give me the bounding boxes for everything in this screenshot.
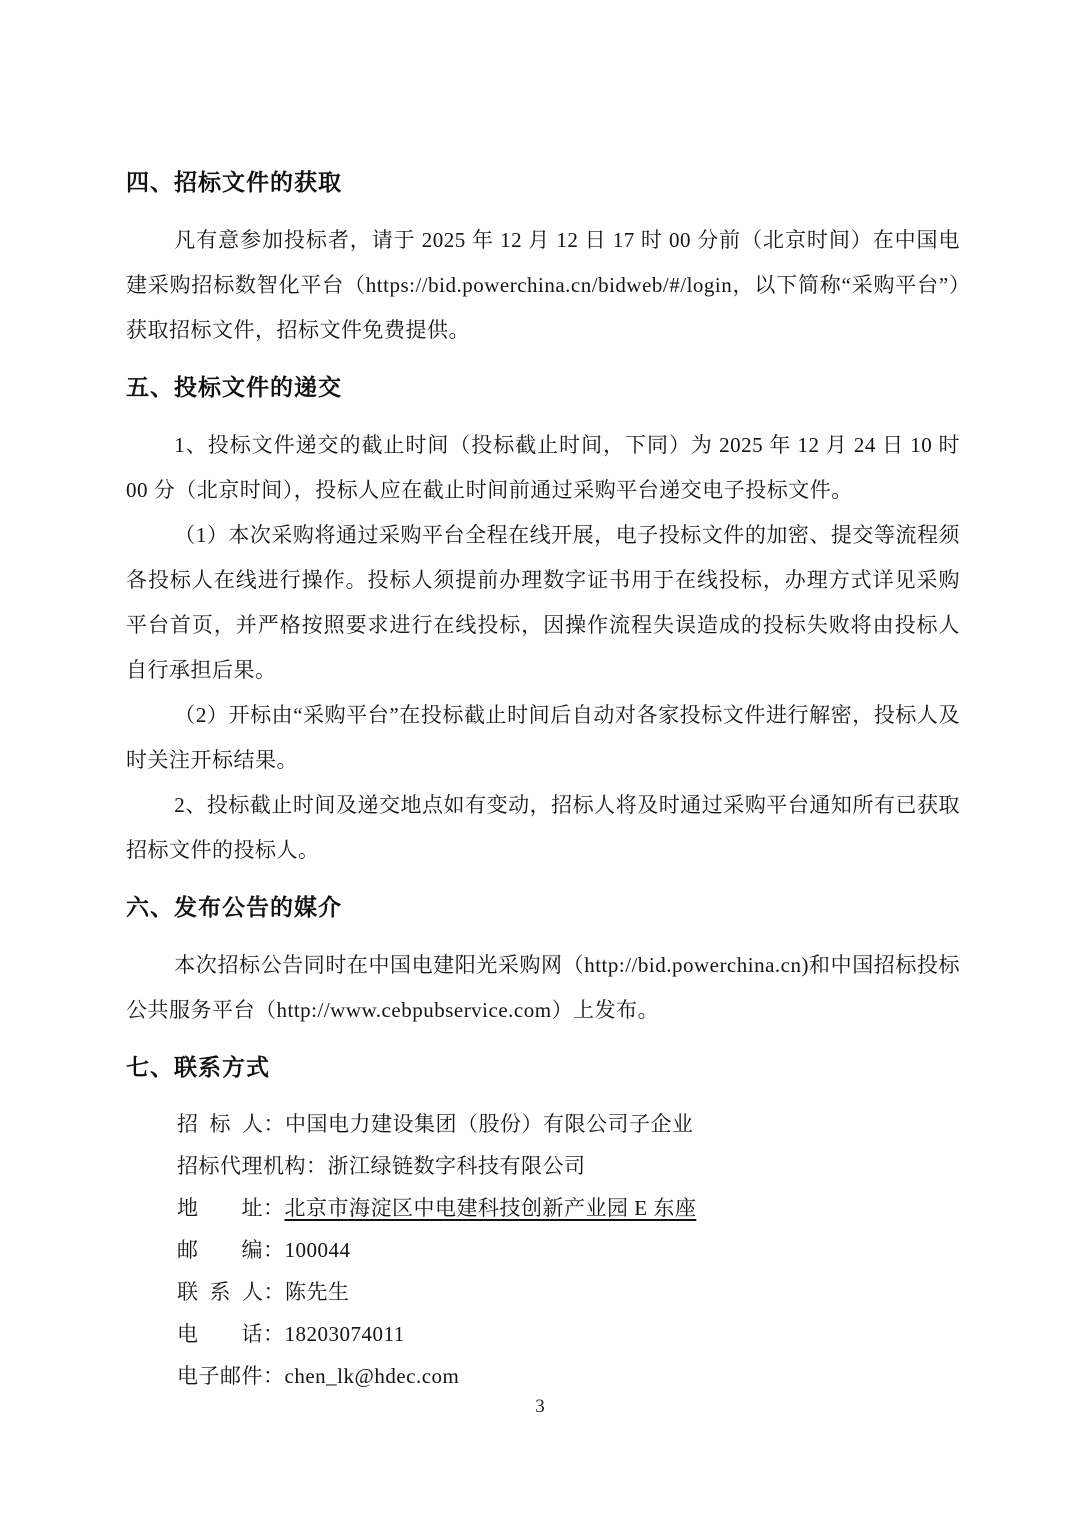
contact-value-postcode: 100044 — [284, 1238, 351, 1262]
contact-row-address — [177, 1187, 960, 1229]
paragraph-deadline-change-notice: 2、投标截止时间及递交地点如有变动，招标人将及时通过采购平台通知所有已获取招标文件的投标人。 — [126, 793, 960, 862]
contact-label-phone: 电 话： — [177, 1322, 285, 1346]
contact-label-agency: 招标代理机构： — [177, 1154, 328, 1178]
section-heading-bid-submission: 五、投标文件的递交 — [126, 374, 342, 400]
contact-row-email — [177, 1355, 960, 1397]
contact-label-contact-person: 联 系 人： — [177, 1280, 285, 1304]
contact-label-postcode: 邮 编： — [177, 1238, 285, 1262]
contact-value-address: 北京市海淀区中电建科技创新产业园 E 东座 — [284, 1196, 697, 1220]
contact-block — [126, 1103, 960, 1397]
contact-value-contact-person: 陈先生 — [285, 1280, 350, 1304]
contact-label-email: 电子邮件： — [177, 1364, 285, 1388]
section-heading-contact-info: 七、联系方式 — [126, 1054, 270, 1080]
contact-row-contact-person — [177, 1271, 960, 1313]
section-heading-announcement-media: 六、发布公告的媒介 — [126, 894, 342, 920]
contact-row-postcode — [177, 1229, 960, 1271]
paragraph-obtaining-bid-documents: 凡有意参加投标者，请于 2025 年 12 月 12 日 17 时 00 分前（北京时间）在中国电建采购招标数智化平台（https://bid.powerchina.cn/bidweb/#/login，以下简称“采购平台”）获取招标文件，招标文件免费提供。 — [126, 228, 960, 342]
contact-row-tenderer — [177, 1103, 960, 1145]
contact-row-phone — [177, 1313, 960, 1355]
contact-label-address: 地 址： — [177, 1196, 285, 1220]
paragraph-submission-deadline: 1、投标文件递交的截止时间（投标截止时间，下同）为 2025 年 12 月 24 日 10 时 00 分（北京时间），投标人应在截止时间前通过采购平台递交电子投标文件。 — [126, 433, 960, 502]
section-heading-obtaining-bid-documents: 四、招标文件的获取 — [126, 169, 342, 195]
contact-row-agency — [177, 1145, 960, 1187]
paragraph-bid-opening: （2）开标由“采购平台”在投标截止时间后自动对各家投标文件进行解密，投标人及时关注开标结果。 — [126, 703, 960, 772]
contact-value-phone: 18203074011 — [284, 1322, 405, 1346]
paragraph-online-process: （1）本次采购将通过采购平台全程在线开展，电子投标文件的加密、提交等流程须各投标人在线进行操作。投标人须提前办理数字证书用于在线投标，办理方式详见采购平台首页，并严格按照要求进行在线投标，因操作流程失误造成的投标失败将由投标人自行承担后果。 — [126, 523, 960, 682]
paragraph-announcement-media: 本次招标公告同时在中国电建阳光采购网（http://bid.powerchina.cn)和中国招标投标公共服务平台（http://www.cebpubservice.com）上发布。 — [126, 953, 960, 1022]
contact-value-agency: 浙江绿链数字科技有限公司 — [327, 1154, 586, 1178]
page-number: 3 — [535, 1396, 545, 1417]
contact-value-email: chen_lk@hdec.com — [284, 1364, 460, 1388]
contact-label-tenderer: 招 标 人： — [177, 1112, 285, 1136]
document-content — [0, 168, 1080, 1397]
contact-value-tenderer: 中国电力建设集团（股份）有限公司子企业 — [285, 1112, 694, 1136]
